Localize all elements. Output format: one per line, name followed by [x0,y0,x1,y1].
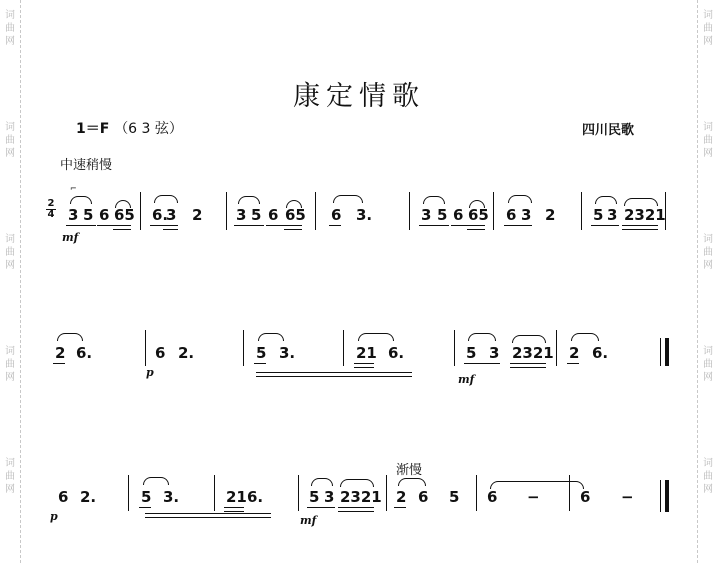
slur [70,196,92,204]
note: 65 [114,206,135,224]
slur [154,195,178,203]
watermark-glyph: 曲 [5,359,15,370]
slur [358,333,394,341]
beam-line [510,367,546,368]
watermark-glyph: 词 [703,122,713,133]
bar-line [315,192,316,230]
beam-line [464,363,500,364]
note: 65 [468,206,489,224]
bar-line [581,192,582,230]
dynamic-mf: mf [62,231,79,244]
note: 3. [356,206,373,224]
watermark-glyph: 曲 [703,471,713,482]
beam-line [510,363,546,364]
note: 5 [449,488,460,506]
phrase-line [256,372,412,373]
note: 6 [58,488,69,506]
slur [595,196,617,204]
note: 3 [236,206,247,224]
note: 6 [418,488,429,506]
note: 3. [163,488,180,506]
slur [423,196,445,204]
beam-line [504,225,532,226]
note: 6 [487,488,498,506]
note: 2321 [340,488,382,506]
note: 2 [545,206,556,224]
dynamic-p: p [146,366,154,379]
watermark-glyph: 词 [703,458,713,469]
beam-line [329,225,341,226]
bar-line [556,330,557,366]
key-text: 1＝F [76,121,110,137]
beam-line [338,511,374,512]
slur [115,200,131,208]
bar-line [665,480,669,512]
slur [571,333,599,341]
slur [508,195,532,203]
note: 2 [396,488,407,506]
note: 21 [226,488,247,506]
slur [258,333,284,341]
note: 6 [506,206,517,224]
watermark-glyph: 词 [703,346,713,357]
beam-line [338,507,374,508]
note: 6. [592,344,609,362]
bar-line [665,192,666,230]
note: 5 [466,344,477,362]
note: 3 [421,206,432,224]
watermark-glyph: 网 [703,484,713,495]
note: − [621,488,634,506]
watermark-glyph: 网 [703,372,713,383]
bar-line [145,330,146,366]
beam-line [224,507,244,508]
watermark-glyph: 网 [5,372,15,383]
watermark-glyph: 曲 [703,247,713,258]
bar-line [476,475,477,511]
note: 5 [256,344,267,362]
bar-line [454,330,455,366]
beam-line [163,229,178,230]
time-signature-bottom: 4 [47,209,55,220]
phrase-line [145,517,271,518]
slur [286,200,302,208]
watermark-glyph: 曲 [703,135,713,146]
note: 6 [268,206,279,224]
watermark-glyph: 网 [5,36,15,47]
slur [57,333,83,341]
note: 3 [607,206,618,224]
note: 2321 [512,344,554,362]
note: 2. [178,344,195,362]
watermark-glyph: 网 [5,148,15,159]
watermark-glyph: 曲 [5,247,15,258]
beam-line [113,229,131,230]
dynamic-mf: mf [458,373,475,386]
bar-line [128,475,129,511]
note: 2 [569,344,580,362]
time-signature [46,199,56,220]
slur [311,478,333,486]
bar-line [409,192,410,230]
note: 5 [141,488,152,506]
slur [468,333,496,341]
watermark-glyph: 词 [5,122,15,133]
note: 3. [279,344,296,362]
watermark-glyph: 词 [5,458,15,469]
bar-line [226,192,227,230]
note: 5 [309,488,320,506]
note: 6 [331,206,342,224]
beam-line [467,229,485,230]
time-signature-top: 2 [47,198,55,209]
beam-line [394,507,406,508]
note: 6 [99,206,110,224]
bar-line [660,480,661,512]
note: 2 [192,206,203,224]
slur [624,198,658,206]
slur [398,478,426,486]
note: 2 [55,344,66,362]
note: 2. [80,488,97,506]
watermark-glyph: 词 [5,234,15,245]
note: 5 [437,206,448,224]
note: 3 [521,206,532,224]
watermark-glyph: 网 [703,148,713,159]
note: 6. [152,206,169,224]
note: 6 [453,206,464,224]
beam-line [224,511,244,512]
bar-line [243,330,244,366]
song-source: 四川民歌 [582,123,635,138]
note: 6 [580,488,591,506]
slur [238,196,260,204]
bar-line [140,192,141,230]
beam-line [591,225,619,226]
beam-line [266,225,302,226]
slur [469,200,485,208]
beam-line [97,225,131,226]
note: 6. [247,488,264,506]
bar-line [386,475,387,511]
beam-line [234,225,264,226]
beam-line [139,507,151,508]
note: 2321 [624,206,666,224]
beam-line [419,225,449,226]
key-signature [76,118,183,138]
beam-line [354,363,374,364]
watermark-glyph: 曲 [703,359,713,370]
tempo-marking: 中速稍慢 [60,158,113,173]
beam-line [66,225,96,226]
beam-line [622,229,658,230]
note: 3 [166,206,177,224]
note: 3 [489,344,500,362]
slur [143,477,169,485]
watermark-glyph: 词 [703,10,713,21]
note: 5 [251,206,262,224]
note: 21 [356,344,377,362]
tempo-change-marking: 渐慢 [396,463,423,478]
watermark-glyph: 网 [703,260,713,271]
beam-line [307,507,335,508]
bar-line [214,475,215,511]
tuning-text: （6 3 弦） [114,121,183,137]
watermark-glyph: 网 [5,260,15,271]
beam-line [254,363,266,364]
note: 6 [155,344,166,362]
watermark-glyph: 词 [5,346,15,357]
dynamic-p: p [50,510,58,523]
slur [333,195,363,203]
beam-line [451,225,485,226]
bar-line [298,475,299,511]
bar-line [569,475,570,511]
note: 5 [83,206,94,224]
bar-line [493,192,494,230]
watermark-glyph: 词 [5,10,15,21]
note: 5 [593,206,604,224]
slur [340,479,374,487]
bowing-mark: ⌐ [70,184,77,193]
note: 65 [285,206,306,224]
watermark-glyph: 曲 [5,471,15,482]
bar-line [343,330,344,366]
note: − [527,488,540,506]
slur [512,335,546,343]
note: 3 [324,488,335,506]
beam-line [354,367,374,368]
beam-line [53,363,65,364]
beam-line [150,225,178,226]
phrase-line [256,376,412,377]
watermark-glyph: 曲 [703,23,713,34]
note: 6. [388,344,405,362]
watermark-glyph: 网 [703,36,713,47]
dynamic-mf: mf [300,514,317,527]
beam-line [284,229,302,230]
watermark-glyph: 网 [5,484,15,495]
song-title: 康定情歌 [293,81,425,112]
note: 6. [76,344,93,362]
watermark-glyph: 词 [703,234,713,245]
beam-line [622,225,658,226]
phrase-line [145,513,271,514]
watermark-glyph: 曲 [5,135,15,146]
watermark-glyph: 曲 [5,23,15,34]
note: 3 [68,206,79,224]
bar-line [665,338,669,366]
bar-line [660,338,661,366]
beam-line [567,363,579,364]
